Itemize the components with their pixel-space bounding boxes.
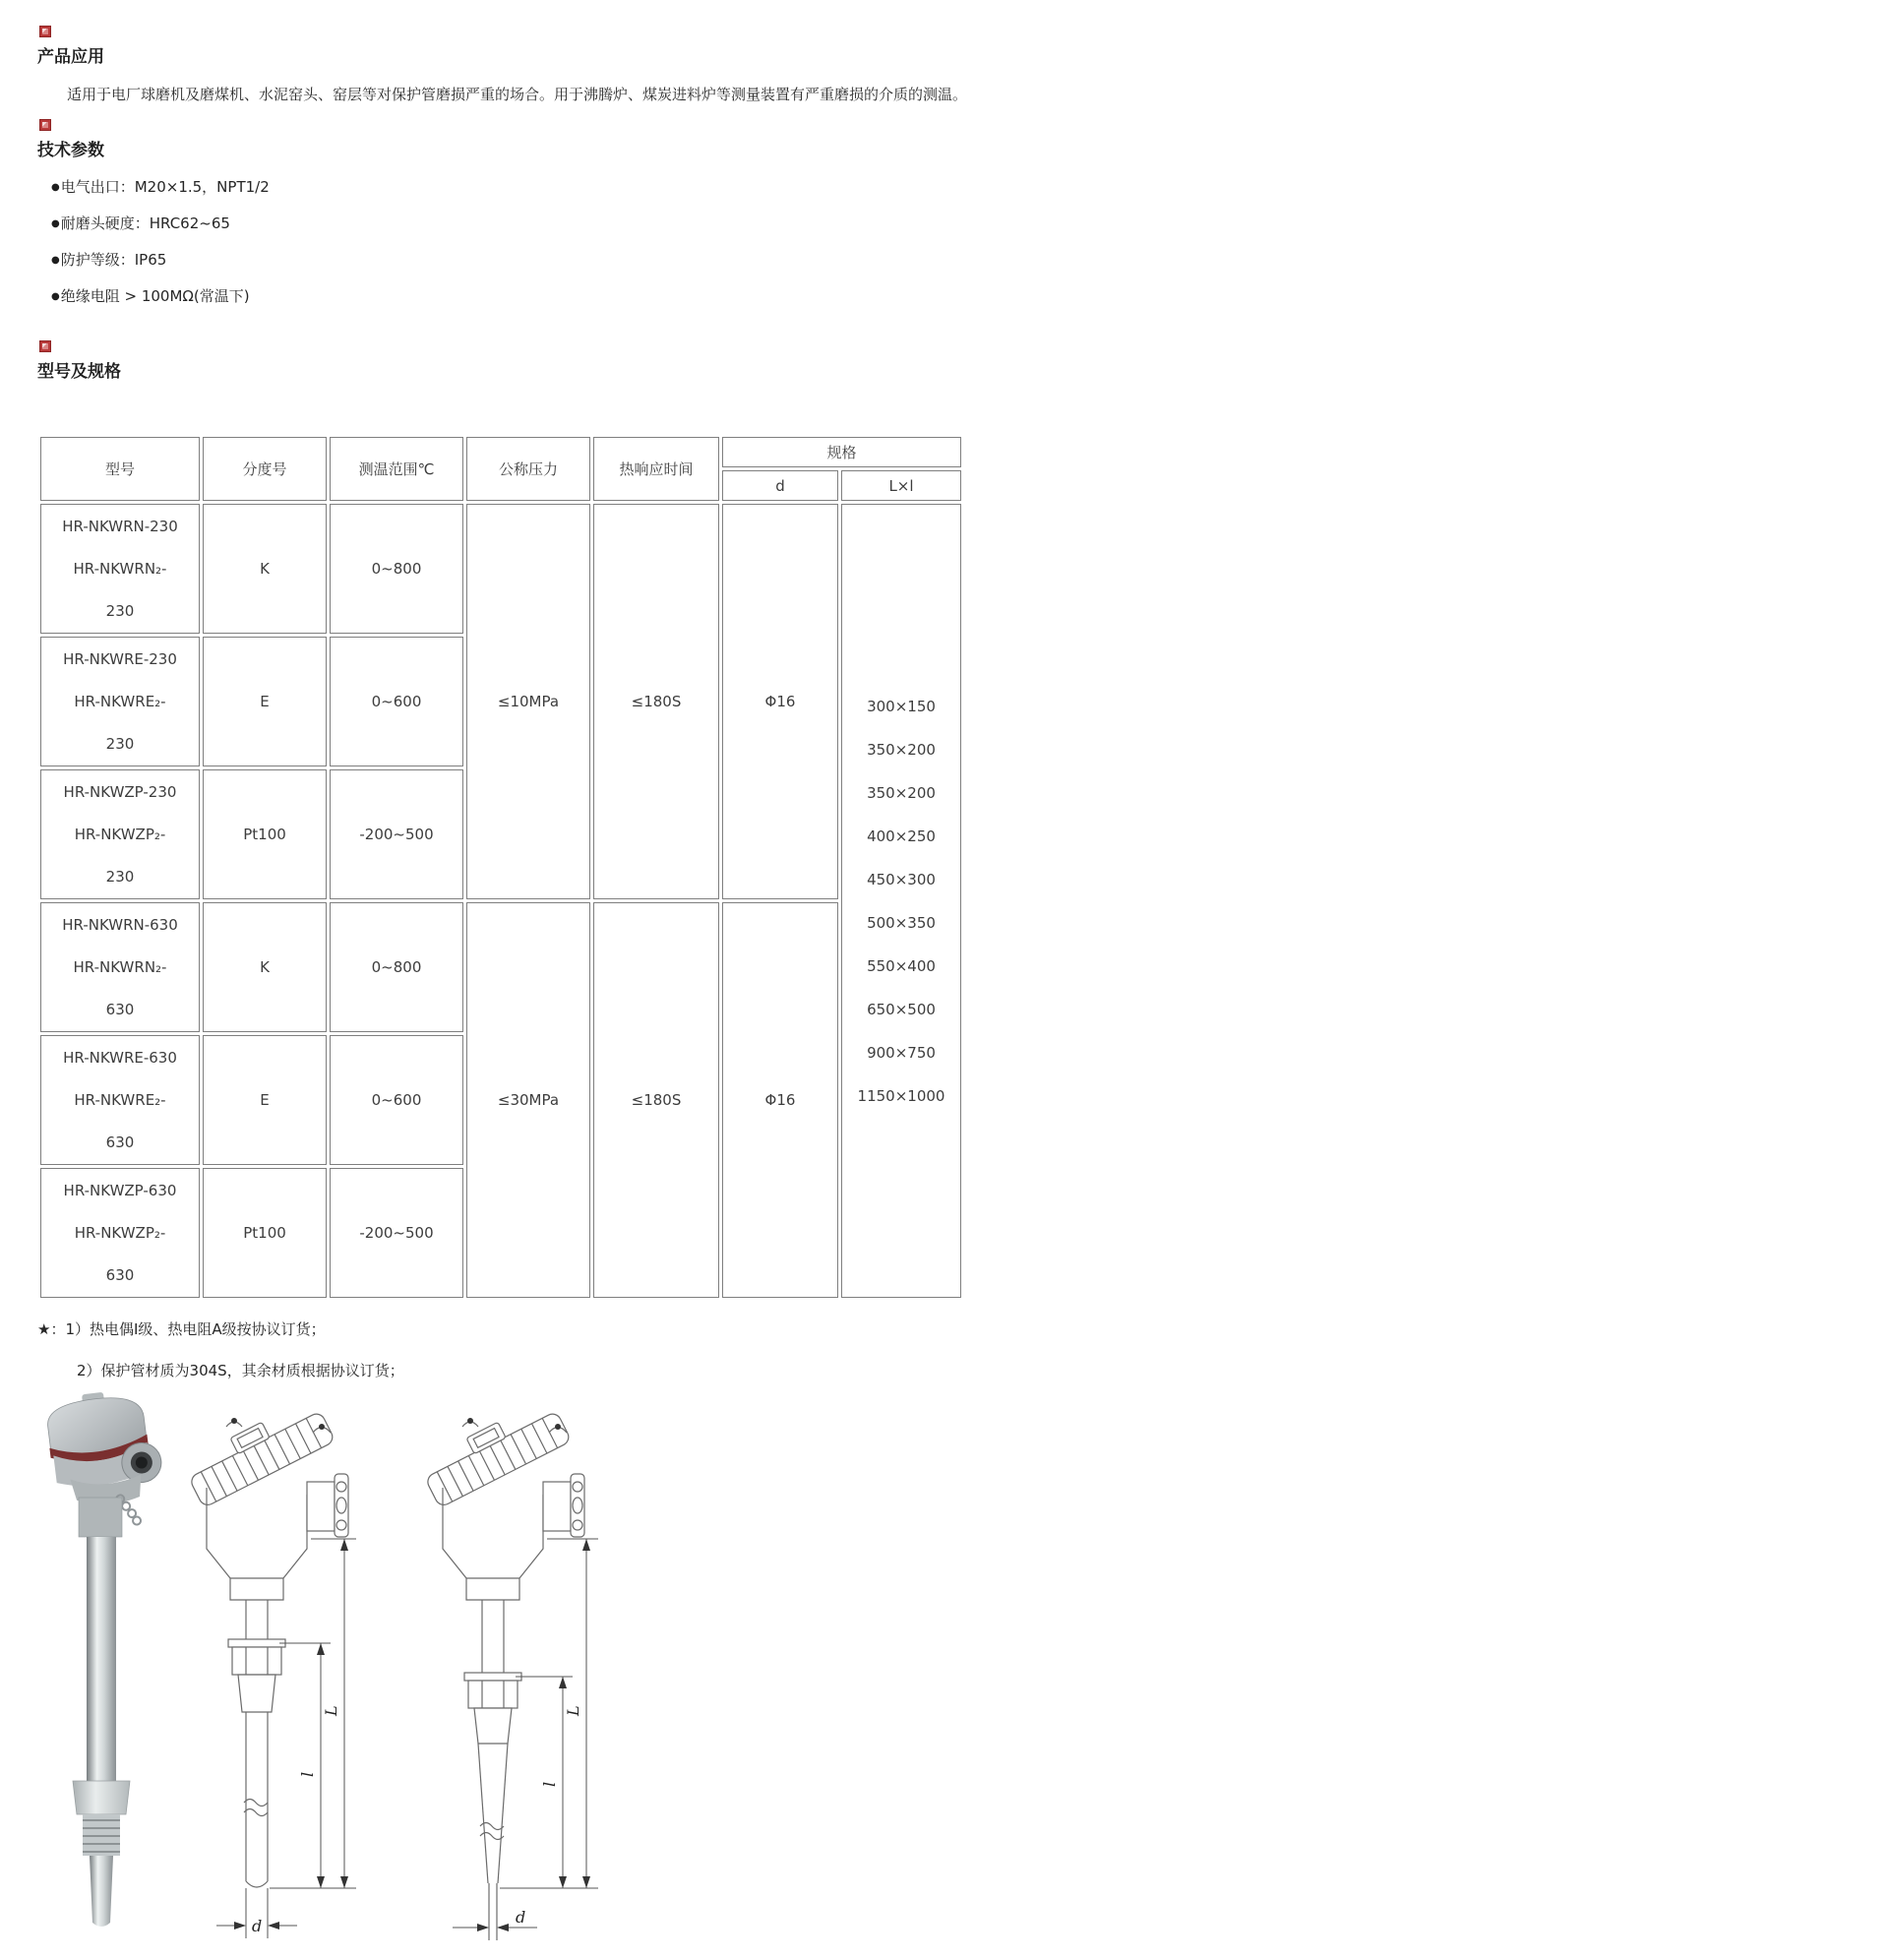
parameter-item: ● 耐磨头硬度：HRC62~65 [51,206,1850,242]
red-marker-icon [39,340,51,352]
model-cell: HR-NKWRN-230 HR-NKWRN₂- 230 [40,504,200,634]
section-title-application: 产品应用 [37,47,104,67]
col-header-model: 型号 [40,437,200,501]
product-photo [37,1391,165,1937]
col-header-response: 热响应时间 [593,437,719,501]
range-cell: -200~500 [330,769,463,899]
parameter-list [37,169,1850,315]
lxl-cell: 300×150 350×200 350×200 400×250 450×300 500×350 550×400 650×500 900×750 1150×1000 [841,504,961,1298]
dim-label-d: d [252,1917,263,1935]
dimension-drawing-straight [187,1391,364,1960]
model-cell: HR-NKWZP-630 HR-NKWZP₂- 630 [40,1168,200,1298]
col-header-pressure: 公称压力 [466,437,590,501]
col-header-range: 测温范围℃ [330,437,463,501]
table-row [40,504,961,634]
range-cell: 0~800 [330,902,463,1032]
red-marker-icon [39,119,51,131]
response-cell: ≤180S [593,902,719,1298]
graduation-cell: E [203,637,327,766]
range-cell: 0~800 [330,504,463,634]
dim-label-L: L [322,1705,340,1716]
dim-label-d: d [516,1908,526,1927]
application-description: 适用于电厂球磨机及磨煤机、水泥窑头、窑层等对保护管磨损严重的场合。用于沸腾炉、煤炭进料炉等测量装置有严重磨损的介质的测温。 [67,86,968,103]
model-cell: HR-NKWZP-230 HR-NKWZP₂- 230 [40,769,200,899]
parameter-item: ● 防护等级：IP65 [51,242,1850,278]
pressure-cell: ≤10MPa [466,504,590,899]
response-cell: ≤180S [593,504,719,899]
range-cell: 0~600 [330,1035,463,1165]
footnote-2: 2）保护管材质为304S，其余材质根据协议订货； [77,1362,404,1379]
dim-label-l: l [540,1781,559,1787]
red-marker-icon [39,26,51,37]
diameter-cell: Φ16 [722,902,838,1298]
dim-label-L: L [564,1705,582,1716]
model-cell: HR-NKWRN-630 HR-NKWRN₂- 630 [40,902,200,1032]
table-row [40,902,961,1032]
graduation-cell: Pt100 [203,769,327,899]
spec-table [37,434,964,1301]
graduation-cell: K [203,902,327,1032]
col-header-graduation: 分度号 [203,437,327,501]
section-title-parameters: 技术参数 [37,141,104,160]
dim-label-l: l [298,1771,317,1777]
model-cell: HR-NKWRE-630 HR-NKWRE₂- 630 [40,1035,200,1165]
graduation-cell: Pt100 [203,1168,327,1298]
pressure-cell: ≤30MPa [466,902,590,1298]
graduation-cell: E [203,1035,327,1165]
model-cell: HR-NKWRE-230 HR-NKWRE₂- 230 [40,637,200,766]
dimension-drawing-tapered [409,1391,606,1960]
col-header-d: d [722,470,838,501]
parameter-item: ● 电气出口：M20×1.5，NPT1/2 [51,169,1850,206]
section-title-models: 型号及规格 [37,362,121,382]
parameter-item: ● 绝缘电阻 > 100MΩ(常温下) [51,278,1850,315]
col-header-lxl: L×l [841,470,961,501]
footnote-1: ★：1）热电偶Ⅰ级、热电阻A级按协议订货； [37,1320,326,1338]
product-figures [37,1391,1850,1960]
graduation-cell: K [203,504,327,634]
diameter-cell: Φ16 [722,504,838,899]
range-cell: -200~500 [330,1168,463,1298]
col-header-spec: 规格 [722,437,961,467]
range-cell: 0~600 [330,637,463,766]
